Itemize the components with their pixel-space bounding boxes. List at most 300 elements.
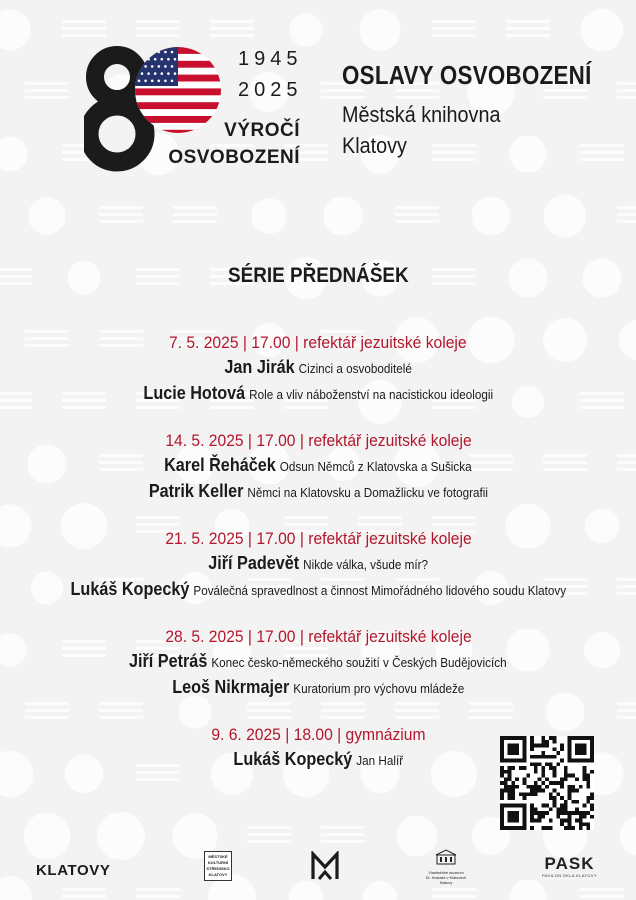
qr-module	[579, 811, 583, 815]
mks-line: KULTURNÍ	[207, 860, 229, 865]
qr-module	[526, 785, 530, 789]
qr-module	[575, 811, 579, 815]
flag-star	[167, 58, 170, 61]
qr-module	[560, 747, 564, 751]
qr-module	[500, 774, 504, 778]
logo-text-liberation: OSVOBOZENÍ	[168, 147, 300, 168]
qr-module	[556, 781, 560, 785]
qr-module	[541, 766, 545, 770]
event-date-line	[0, 428, 636, 453]
qr-module	[534, 792, 538, 796]
qr-module	[571, 811, 575, 815]
qr-module	[564, 804, 568, 808]
qr-module	[530, 740, 534, 744]
qr-module	[508, 792, 512, 796]
talk-topic: Jan Halíř	[356, 753, 403, 768]
qr-module	[560, 744, 564, 748]
qr-module	[553, 740, 557, 744]
qr-module	[508, 796, 512, 800]
qr-module	[560, 796, 564, 800]
flag-star	[158, 80, 161, 83]
qr-module	[534, 811, 538, 815]
talk	[0, 675, 636, 701]
qr-module	[508, 744, 519, 755]
qr-module	[541, 815, 545, 819]
qr-module	[579, 826, 583, 830]
qr-module	[530, 747, 534, 751]
qr-module	[586, 822, 590, 826]
flag-star	[161, 72, 164, 75]
flag-star	[171, 65, 174, 68]
year-start: 1945	[238, 48, 303, 70]
qr-module	[564, 777, 568, 781]
qr-module	[504, 781, 508, 785]
mks-line: STŘEDISKO	[206, 866, 230, 871]
qr-module	[519, 766, 523, 770]
qr-module	[560, 804, 564, 808]
qr-module	[530, 826, 534, 830]
talk-topic: Odsun Němců z Klatovska a Sušicka	[279, 459, 472, 474]
talk-topic: Nikde válka, všude mír?	[303, 557, 428, 572]
qr-module	[553, 804, 557, 808]
qr-module	[538, 777, 542, 781]
qr-module	[583, 811, 587, 815]
qr-module	[586, 811, 590, 815]
qr-module	[571, 826, 575, 830]
qr-module	[534, 789, 538, 793]
qr-module	[538, 819, 542, 823]
museum-line: Dr. Hostaše v Klatovech	[425, 876, 467, 880]
qr-module	[541, 740, 545, 744]
series-title-text: SÉRIE PŘEDNÁŠEK	[227, 264, 409, 287]
qr-module	[575, 777, 579, 781]
qr-module	[553, 800, 557, 804]
qr-module	[541, 770, 545, 774]
qr-module	[545, 755, 549, 759]
qr-module	[568, 822, 572, 826]
qr-module	[500, 796, 504, 800]
qr-module	[579, 785, 583, 789]
qr-module	[523, 796, 527, 800]
venue	[342, 99, 500, 161]
qr-module	[523, 766, 527, 770]
qr-module	[575, 789, 579, 793]
qr-module	[564, 819, 568, 823]
qr-module	[583, 766, 587, 770]
qr-module	[586, 777, 590, 781]
flag-star	[174, 58, 177, 61]
qr-module	[556, 811, 560, 815]
talk-topic: Kuratorium pro výchovu mládeže	[293, 681, 465, 696]
talk	[0, 577, 636, 603]
event-date-line	[0, 330, 636, 355]
qr-module	[564, 807, 568, 811]
qr-module	[564, 774, 568, 778]
flag-stripe	[134, 47, 224, 54]
qr-module	[586, 826, 590, 830]
series-title	[0, 264, 636, 288]
qr-module	[571, 789, 575, 793]
qr-module	[590, 804, 594, 808]
talk-topic: Role a vliv náboženství na nacistickou ideologii	[248, 387, 493, 402]
qr-module	[579, 819, 583, 823]
flag-stripe	[134, 102, 224, 109]
qr-module	[530, 755, 534, 759]
qr-module	[560, 819, 564, 823]
flag-star	[144, 51, 147, 54]
event-date-text: 7. 5. 2025 | 17.00 | refektář jezuitské koleje	[169, 333, 467, 352]
qr-module	[511, 781, 515, 785]
event-1	[0, 330, 636, 407]
qr-module	[515, 777, 519, 781]
qr-module	[534, 807, 538, 811]
qr-module	[538, 811, 542, 815]
speaker-name: Karel Řeháček	[164, 455, 276, 475]
qr-module	[568, 792, 572, 796]
qr-module	[586, 796, 590, 800]
qr-module	[534, 766, 538, 770]
qr-module	[579, 815, 583, 819]
qr-module	[541, 744, 545, 748]
talk-topic: Poválečná spravedlnost a činnost Mimořádného lidového soudu Klatovy	[193, 583, 566, 598]
qr-module	[538, 744, 542, 748]
qr-module	[511, 785, 515, 789]
event-title: OSLAVY OSVOBOZENÍ	[342, 60, 592, 90]
qr-module	[583, 770, 587, 774]
qr-module	[564, 766, 568, 770]
event-date-text: 9. 6. 2025 | 18.00 | gymnázium	[210, 725, 426, 744]
qr-module	[500, 781, 504, 785]
qr-module	[534, 781, 538, 785]
qr-module	[560, 811, 564, 815]
qr-module	[530, 785, 534, 789]
event-3	[0, 526, 636, 603]
flag-star	[171, 51, 174, 54]
qr-module	[571, 774, 575, 778]
qr-module	[560, 777, 564, 781]
qr-module	[583, 777, 587, 781]
qr-module	[541, 789, 545, 793]
qr-module	[556, 762, 560, 766]
qr-module	[541, 774, 545, 778]
qr-module	[549, 826, 553, 830]
library-m-logo-icon	[311, 851, 339, 881]
event-date-text: 14. 5. 2025 | 17.00 | refektář jezuitské koleje	[164, 431, 472, 450]
qr-module	[545, 811, 549, 815]
qr-module	[545, 826, 549, 830]
qr-module	[530, 744, 534, 748]
flag-star	[151, 80, 154, 83]
qr-module	[553, 789, 557, 793]
qr-module	[530, 811, 534, 815]
flag-star	[138, 80, 141, 83]
flag-star	[171, 80, 174, 83]
qr-module	[500, 766, 504, 770]
museum-line: Vlastivědné muzeum	[428, 871, 464, 875]
qr-module	[579, 822, 583, 826]
qr-module	[586, 785, 590, 789]
qr-module	[590, 807, 594, 811]
flag-stripe	[134, 88, 224, 95]
year-end: 2025	[238, 79, 303, 101]
qr-module	[541, 755, 545, 759]
qr-module	[508, 777, 512, 781]
flag-star	[151, 51, 154, 54]
qr-module	[583, 774, 587, 778]
qr-module	[538, 762, 542, 766]
speaker-name: Leoš Nikrmajer	[171, 677, 290, 697]
qr-module	[583, 804, 587, 808]
pask-wordmark: PASK	[544, 854, 595, 873]
flag-star	[138, 51, 141, 54]
speaker-name: Lukáš Kopecký	[70, 579, 190, 599]
qr-module	[508, 811, 519, 822]
qr-module	[564, 826, 568, 830]
museum-line: Klatovy	[439, 881, 453, 885]
qr-module	[523, 781, 527, 785]
qr-module	[538, 789, 542, 793]
qr-module	[549, 736, 553, 740]
qr-module	[504, 770, 508, 774]
qr-module	[530, 762, 534, 766]
talk-topic: Němci na Klatovsku a Domažlicku ve fotografii	[246, 485, 488, 500]
venue-line-2: Klatovy	[342, 133, 407, 158]
qr-module	[568, 815, 572, 819]
qr-module	[508, 774, 512, 778]
qr-module	[568, 785, 572, 789]
qr-module	[553, 796, 557, 800]
flag-star	[144, 65, 147, 68]
qr-module	[564, 770, 568, 774]
qr-module	[568, 819, 572, 823]
qr-module	[500, 792, 504, 796]
event-4	[0, 624, 636, 701]
flag-star	[158, 51, 161, 54]
qr-module	[586, 774, 590, 778]
qr-module	[519, 792, 523, 796]
event-date-text: 21. 5. 2025 | 17.00 | refektář jezuitské koleje	[164, 529, 472, 548]
qr-module	[553, 774, 557, 778]
qr-module	[541, 751, 545, 755]
qr-module	[508, 785, 512, 789]
qr-module	[534, 770, 538, 774]
klatovy-city-logo: KLATOVY	[36, 862, 111, 879]
talk	[0, 453, 636, 479]
qr-module	[530, 736, 534, 740]
qr-module	[530, 815, 534, 819]
event-date-line	[0, 624, 636, 649]
talk	[0, 355, 636, 381]
partner-logos	[0, 845, 636, 895]
qr-module	[549, 766, 553, 770]
flag-star	[154, 72, 157, 75]
qr-module	[560, 807, 564, 811]
qr-module	[583, 815, 587, 819]
qr-module	[549, 781, 553, 785]
qr-module	[556, 807, 560, 811]
qr-module	[560, 785, 564, 789]
talk	[0, 381, 636, 407]
qr-module	[590, 815, 594, 819]
qr-module	[541, 826, 545, 830]
qr-module	[568, 811, 572, 815]
logo-years	[238, 44, 303, 106]
qr-module	[545, 785, 549, 789]
event-2	[0, 428, 636, 505]
qr-module	[586, 800, 590, 804]
speaker-name: Jan Jirák	[224, 357, 295, 377]
qr-module	[545, 804, 549, 808]
qr-module	[560, 781, 564, 785]
qr-module	[534, 762, 538, 766]
mks-klatovy-logo	[204, 851, 232, 881]
qr-module	[538, 815, 542, 819]
qr-module	[504, 777, 508, 781]
speaker-name: Patrik Keller	[148, 481, 243, 501]
venue-line-1: Městská knihovna	[342, 102, 501, 127]
qr-module	[504, 789, 508, 793]
qr-module	[534, 744, 538, 748]
talk	[0, 649, 636, 675]
qr-module	[541, 781, 545, 785]
qr-module	[511, 796, 515, 800]
qr-module	[508, 766, 512, 770]
flag-star	[147, 58, 150, 61]
qr-module	[530, 792, 534, 796]
qr-module	[508, 789, 512, 793]
qr-module	[545, 762, 549, 766]
qr-module	[553, 781, 557, 785]
qr-module	[560, 822, 564, 826]
qr-module	[538, 755, 542, 759]
qr-module	[530, 789, 534, 793]
qr-module	[504, 785, 508, 789]
qr-module	[549, 807, 553, 811]
qr-module	[571, 800, 575, 804]
qr-module	[553, 766, 557, 770]
qr-module	[508, 770, 512, 774]
qr-module	[549, 796, 553, 800]
events-list	[0, 330, 636, 794]
logo-text-anniversary: VÝROČÍ	[224, 120, 300, 141]
qr-module	[553, 747, 557, 751]
qr-module	[590, 792, 594, 796]
qr-module	[590, 770, 594, 774]
qr-module	[568, 789, 572, 793]
flag-star	[144, 80, 147, 83]
speaker-name: Lukáš Kopecký	[233, 749, 353, 769]
qr-module	[541, 811, 545, 815]
talk	[0, 479, 636, 505]
pask-logo	[542, 855, 597, 879]
qr-module	[568, 774, 572, 778]
flag-star	[164, 51, 167, 54]
flag-star	[158, 65, 161, 68]
mks-line: MĚSTSKÉ	[208, 854, 228, 859]
pask-subtitle: PAVILON SKLA KLATOVY	[542, 873, 598, 878]
qr-module	[534, 819, 538, 823]
qr-module	[549, 792, 553, 796]
flag-star	[141, 72, 144, 75]
flag-star	[164, 65, 167, 68]
qr-module	[545, 744, 549, 748]
qr-module	[523, 792, 527, 796]
qr-module	[526, 792, 530, 796]
qr-module	[511, 766, 515, 770]
qr-module	[586, 781, 590, 785]
qr-module	[556, 815, 560, 819]
talk-topic: Cizinci a osvoboditelé	[298, 361, 412, 376]
qr-module	[571, 785, 575, 789]
qr-module	[523, 777, 527, 781]
qr-module	[549, 819, 553, 823]
flag-star	[167, 72, 170, 75]
museum-logo	[420, 849, 472, 886]
qr-module	[526, 774, 530, 778]
qr-module	[564, 800, 568, 804]
flag-star	[147, 72, 150, 75]
flag-star	[154, 58, 157, 61]
qr-module	[575, 807, 579, 811]
qr-module	[541, 804, 545, 808]
qr-module	[568, 796, 572, 800]
flag-star	[161, 58, 164, 61]
qr-module	[545, 777, 549, 781]
mks-line: KLATOVY	[208, 872, 228, 877]
qr-module	[553, 755, 557, 759]
numeral-eight	[89, 55, 145, 162]
museum-building-icon	[435, 849, 457, 865]
flag-star	[164, 80, 167, 83]
qr-module	[556, 751, 560, 755]
speaker-name: Jiří Petráš	[129, 651, 208, 671]
event-date-text: 28. 5. 2025 | 17.00 | refektář jezuitské koleje	[164, 627, 472, 646]
qr-module	[590, 796, 594, 800]
talk-topic: Konec česko-německého soužití v Českých Budějovicích	[211, 655, 507, 670]
event-date-line	[0, 526, 636, 551]
qr-module	[534, 785, 538, 789]
logo-text	[150, 117, 300, 171]
qr-code[interactable]	[500, 736, 594, 830]
qr-module	[549, 762, 553, 766]
qr-module	[564, 811, 568, 815]
qr-module	[575, 800, 579, 804]
qr-module	[530, 819, 534, 823]
speaker-name: Lucie Hotová	[143, 383, 245, 403]
qr-module	[560, 759, 564, 763]
talk	[0, 551, 636, 577]
qr-module	[530, 807, 534, 811]
qr-module	[500, 789, 504, 793]
qr-module	[575, 744, 586, 755]
qr-module	[530, 804, 534, 808]
qr-module	[583, 822, 587, 826]
qr-module	[556, 792, 560, 796]
qr-module	[534, 755, 538, 759]
qr-module	[553, 736, 557, 740]
qr-module	[541, 736, 545, 740]
flag-star	[151, 65, 154, 68]
qr-module	[575, 819, 579, 823]
qr-module	[568, 826, 572, 830]
qr-module	[515, 785, 519, 789]
qr-module	[545, 740, 549, 744]
flag-star	[174, 72, 177, 75]
speaker-name: Jiří Padevět	[208, 553, 300, 573]
qr-module	[538, 785, 542, 789]
qr-module	[511, 792, 515, 796]
qr-module	[549, 755, 553, 759]
